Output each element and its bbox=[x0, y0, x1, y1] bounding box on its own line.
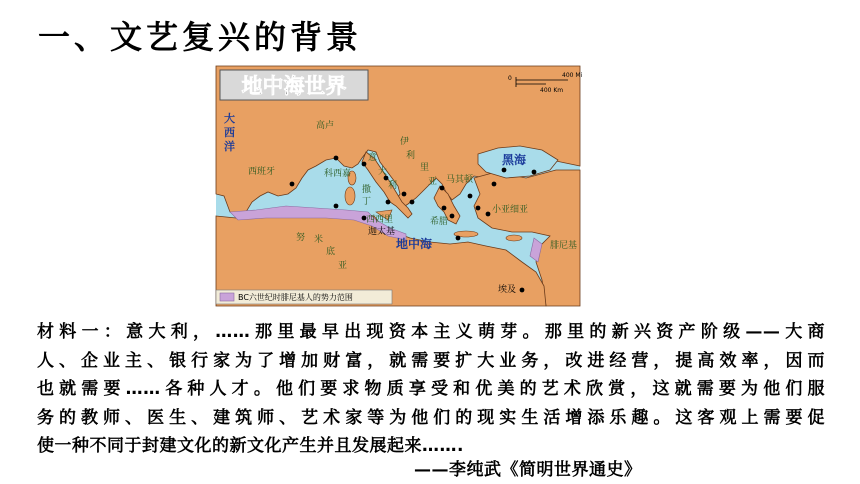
map-label-black-sea: 黑海 bbox=[502, 153, 527, 167]
map-label-greece: 希腊 bbox=[430, 217, 449, 227]
map-label-carthage: 迦太基 bbox=[368, 227, 396, 237]
map-title: 地中海世界 bbox=[241, 74, 347, 98]
mediterranean-map bbox=[216, 66, 583, 306]
map-label-sicily: 西西里 bbox=[366, 215, 394, 225]
material-line: 也就需要……各种人才。他们要求物质享受和优美的艺术欣赏，这就需要为他们服 bbox=[37, 379, 825, 399]
material-line: 人、企业主、银行家为了增加财富，就需要扩大业务，改进经营，提高效率，因而 bbox=[37, 350, 825, 371]
material-line: 务的教师、医生、建筑师、艺术家等为他们的现实生活增添乐趣。这客观上需要促 bbox=[37, 407, 825, 428]
map-label-numidia-4: 亚 bbox=[338, 261, 348, 271]
map-label-asia-minor: 小亚细亚 bbox=[492, 205, 529, 215]
map-label-egypt: 埃及 bbox=[498, 285, 517, 295]
map-label-spain: 西班牙 bbox=[248, 167, 276, 177]
map-island-sardinia bbox=[345, 187, 355, 205]
map-label-sardinia-1: 撒 bbox=[362, 185, 372, 195]
map-label-italy-1: 意 bbox=[368, 153, 378, 163]
map-legend-swatch bbox=[220, 293, 234, 301]
material-line: 材料一：意大利，……那里最早出现资本主义萌芽。那里的新兴资产阶级——大商 bbox=[37, 322, 825, 342]
material-source: ——李纯武《简明世界通史》 bbox=[414, 460, 642, 480]
map-scale-mi: 400 Mi bbox=[562, 72, 583, 79]
page-title: 一、文艺复兴的背景 bbox=[38, 18, 363, 56]
map-label-numidia-2: 米 bbox=[314, 235, 324, 245]
map-label-atlantic-2: 西 bbox=[224, 126, 235, 139]
map-label-italy-2: 大 bbox=[378, 167, 388, 177]
map-scale-zero: 0 bbox=[508, 75, 512, 82]
map-label-illyria-1: 伊 bbox=[400, 137, 410, 147]
map-label-illyria-3: 里 bbox=[420, 163, 430, 173]
map-label-corsica: 科西嘉 bbox=[324, 169, 352, 179]
map-legend-text: BC六世纪时腓尼基人的势力范围 bbox=[238, 293, 353, 302]
map-label-numidia-3: 底 bbox=[326, 247, 336, 257]
material-line: 使一种不同于封建文化的新文化产生并且发展起来……. bbox=[37, 436, 464, 456]
map-label-mediterranean: 地中海 bbox=[396, 237, 433, 251]
map-scale-km: 400 Km bbox=[540, 87, 564, 94]
map-label-gaul: 高卢 bbox=[316, 121, 335, 131]
map-label-sardinia-2: 丁 bbox=[362, 197, 372, 207]
map-label-macedonia: 马其顿 bbox=[446, 175, 474, 185]
material-paragraph bbox=[37, 318, 825, 461]
map-island-cyprus bbox=[506, 235, 522, 241]
map-label-illyria-2: 利 bbox=[406, 151, 416, 161]
map-label-numidia-1: 努 bbox=[296, 233, 306, 243]
map-label-atlantic-1: 大 bbox=[224, 112, 235, 125]
map-label-atlantic-3: 洋 bbox=[224, 140, 235, 153]
map-label-phoenicia: 腓尼基 bbox=[550, 241, 578, 251]
map-label-italy-3: 利 bbox=[388, 181, 398, 191]
map-label-illyria-4: 亚 bbox=[428, 177, 438, 187]
